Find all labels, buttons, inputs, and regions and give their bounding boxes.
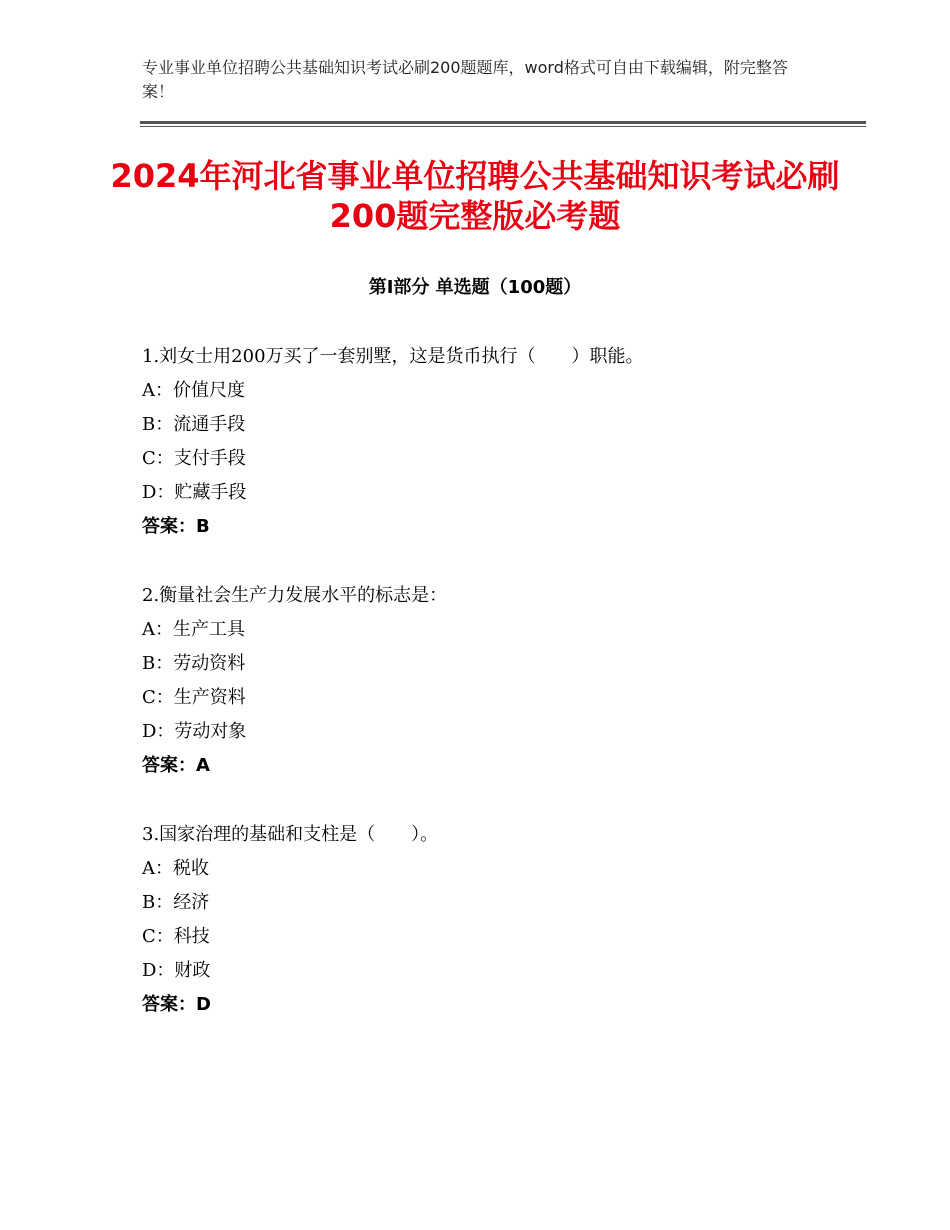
question-2	[142, 579, 842, 783]
answer: 答案：B	[142, 516, 210, 537]
option-c: C：生产资料	[142, 687, 246, 708]
option-c: C：科技	[142, 926, 210, 947]
option-d: D：劳动对象	[142, 721, 247, 742]
question-1	[142, 340, 842, 544]
document-title: 2024年河北省事业单位招聘公共基础知识考试必刷200题完整版必考题	[110, 157, 840, 235]
option-c: C：支付手段	[142, 448, 246, 469]
question-stem: 3.国家治理的基础和支柱是（ ）。	[142, 824, 439, 845]
question-stem: 2.衡量社会生产力发展水平的标志是：	[142, 585, 448, 606]
option-b: B：经济	[142, 892, 210, 913]
option-d: D：贮藏手段	[142, 482, 247, 503]
option-a: A：价值尺度	[142, 380, 245, 401]
answer: 答案：D	[142, 994, 211, 1015]
section-heading: 第Ⅰ部分 单选题（100题）	[368, 277, 582, 298]
option-b: B：劳动资料	[142, 653, 246, 674]
header-divider-thin	[140, 126, 866, 127]
question-3	[142, 818, 842, 1022]
header-divider-thick	[140, 121, 866, 124]
answer: 答案：A	[142, 755, 210, 776]
option-b: B：流通手段	[142, 414, 246, 435]
header-note: 专业事业单位招聘公共基础知识考试必刷200题题库，word格式可自由下载编辑，附完整答案！	[142, 58, 788, 101]
option-d: D：财政	[142, 960, 211, 981]
question-stem: 1.刘女士用200万买了一套别墅，这是货币执行（ ）职能。	[142, 346, 644, 367]
option-a: A：税收	[142, 858, 209, 879]
option-a: A：生产工具	[142, 619, 245, 640]
